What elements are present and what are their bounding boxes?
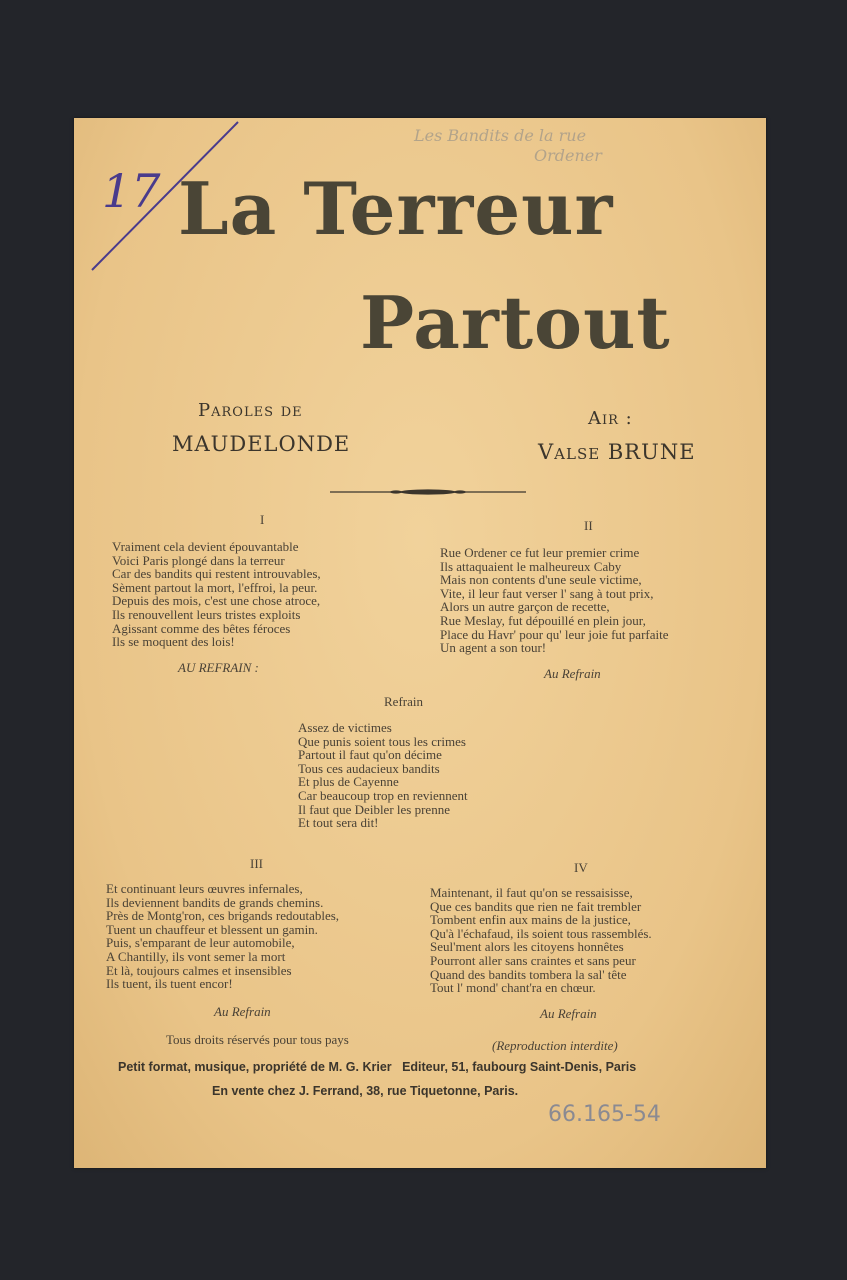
stanza-line: Tombent enfin aux mains de la justice, [430,912,631,928]
stanza-4-refrain: Au Refrain [540,1006,597,1021]
lyricist: MAUDELONDE [172,432,351,456]
refrain-line: Il faut que Deibler les prenne [298,801,450,817]
stanza-line: Rue Meslay, fut dépouillé en plein jour, [440,612,646,628]
stanza-line: Tout l' mond' chant'ra en chœur. [430,980,596,996]
stanza-line: Ils deviennent bandits de grands chemins. [106,894,324,910]
stanza-line: Quand des bandits tombera la sal' tête [430,966,627,982]
stanza-line: Et continuant leurs œuvres infernales, [106,881,303,896]
stanza-line: Rue Ordener ce fut leur premier crime [440,545,640,560]
sale-line: En vente chez J. Ferrand, 38, rue Tiquetonne, Paris. [212,1084,519,1098]
stanza-line: Pourront aller sans craintes et sans peur [430,952,636,968]
stanza-line: Sèment partout la mort, l'effroi, la peur. [112,579,318,595]
publisher-line: Petit format, musique, propriété de M. G. Krier Editeur, 51, faubourg Saint-Denis, Paris [118,1060,637,1074]
stanza-line: Place du Havr' pour qu' leur joie fut parfaite [440,626,669,642]
stanza-line: Ils tuent, ils tuent encor! [106,976,233,992]
refrain-heading: Refrain [384,694,423,709]
stanza-3 [106,882,339,991]
stanza-1-refrain: AU REFRAIN : [178,660,259,675]
stanza-2-refrain: Au Refrain [544,666,601,681]
stanza-line: Qu'à l'échafaud, ils soient tous rassemblés. [430,925,652,941]
stanza-4-number: IV [574,860,588,875]
stanza-line: Voici Paris plongé dans la terreur [112,552,285,568]
title-line1: La Terreur [178,166,614,251]
air-name-2: BRUNE [607,440,696,464]
stanza-line: Depuis des mois, c'est une chose atroce, [112,593,321,609]
stanza-3-refrain: Au Refrain [214,1004,271,1019]
stanza-line: Puis, s'emparant de leur automobile, [106,935,295,951]
rights-notice: Tous droits réservés pour tous pays [166,1032,349,1047]
pencil-catalog-number: 66.165-54 [548,1102,661,1127]
refrain-line: Tous ces audacieux bandits [298,760,440,776]
stanza-line: Vraiment cela devient épouvantable [112,539,299,554]
stanza-line: Alors un autre garçon de recette, [440,599,610,615]
stanza-line: Seul'ment alors les citoyens honnêtes [430,939,624,955]
stanza-line: Ils attaquaient le malheureux Caby [440,558,622,574]
reproduction-notice: (Reproduction interdite) [492,1038,618,1053]
stanza-line: Que ces bandits que rien ne fait trembler [430,898,642,914]
refrain-block [298,721,468,830]
pencil-note-line1: Les Bandits de la rue [414,126,587,145]
stanza-line: Agissant comme des bêtes féroces [112,620,291,636]
refrain-line: Car beaucoup trop en reviennent [298,787,468,803]
stanza-line: Près de Montg'ron, ces brigands redoutables, [106,908,340,924]
refrain-line: Assez de victimes [298,720,392,735]
air-name [538,440,696,464]
stanza-1 [112,540,321,649]
air-name-1: Valse [538,440,601,464]
refrain-line: Que punis soient tous les crimes [298,733,466,749]
ornament-divider [330,486,526,498]
stanza-line: Ils se moquent des lois! [112,634,235,650]
stanza-line: Mais non contents d'une seule victime, [440,572,642,588]
pencil-note-line2: Ordener [534,146,602,165]
refrain-line: Partout il faut qu'on décime [298,747,442,763]
song-sheet [74,118,766,1168]
lyrics-prefix: Paroles de [198,400,303,421]
refrain-line: Et tout sera dit! [298,815,379,831]
stanza-line: Maintenant, il faut qu'on se ressaisisse, [430,885,633,900]
stanza-2-number: II [584,518,593,533]
stanza-line: Ils renouvellent leurs tristes exploits [112,606,301,622]
air-prefix: Air : [588,408,633,429]
pencil-note [414,126,602,166]
stanza-3-number: III [250,856,263,871]
stanza-line: Tuent un chauffeur et blessent un gamin. [106,921,318,937]
stanza-4 [430,886,652,995]
stanza-2 [440,546,669,655]
stanza-line: Vite, il leur faut verser l' sang à tout prix, [440,585,654,601]
refrain-line: Et plus de Cayenne [298,774,399,790]
stanza-1-number: I [260,512,265,527]
title-line2: Partout [360,280,671,365]
stanza-line: Car des bandits qui restent introuvables, [112,566,321,582]
stanza-line: Un agent a son tour! [440,640,547,656]
stanza-line: Et là, toujours calmes et insensibles [106,962,292,978]
stanza-line: A Chantilly, ils vont semer la mort [106,948,286,964]
handwritten-number: 17 [102,164,161,218]
